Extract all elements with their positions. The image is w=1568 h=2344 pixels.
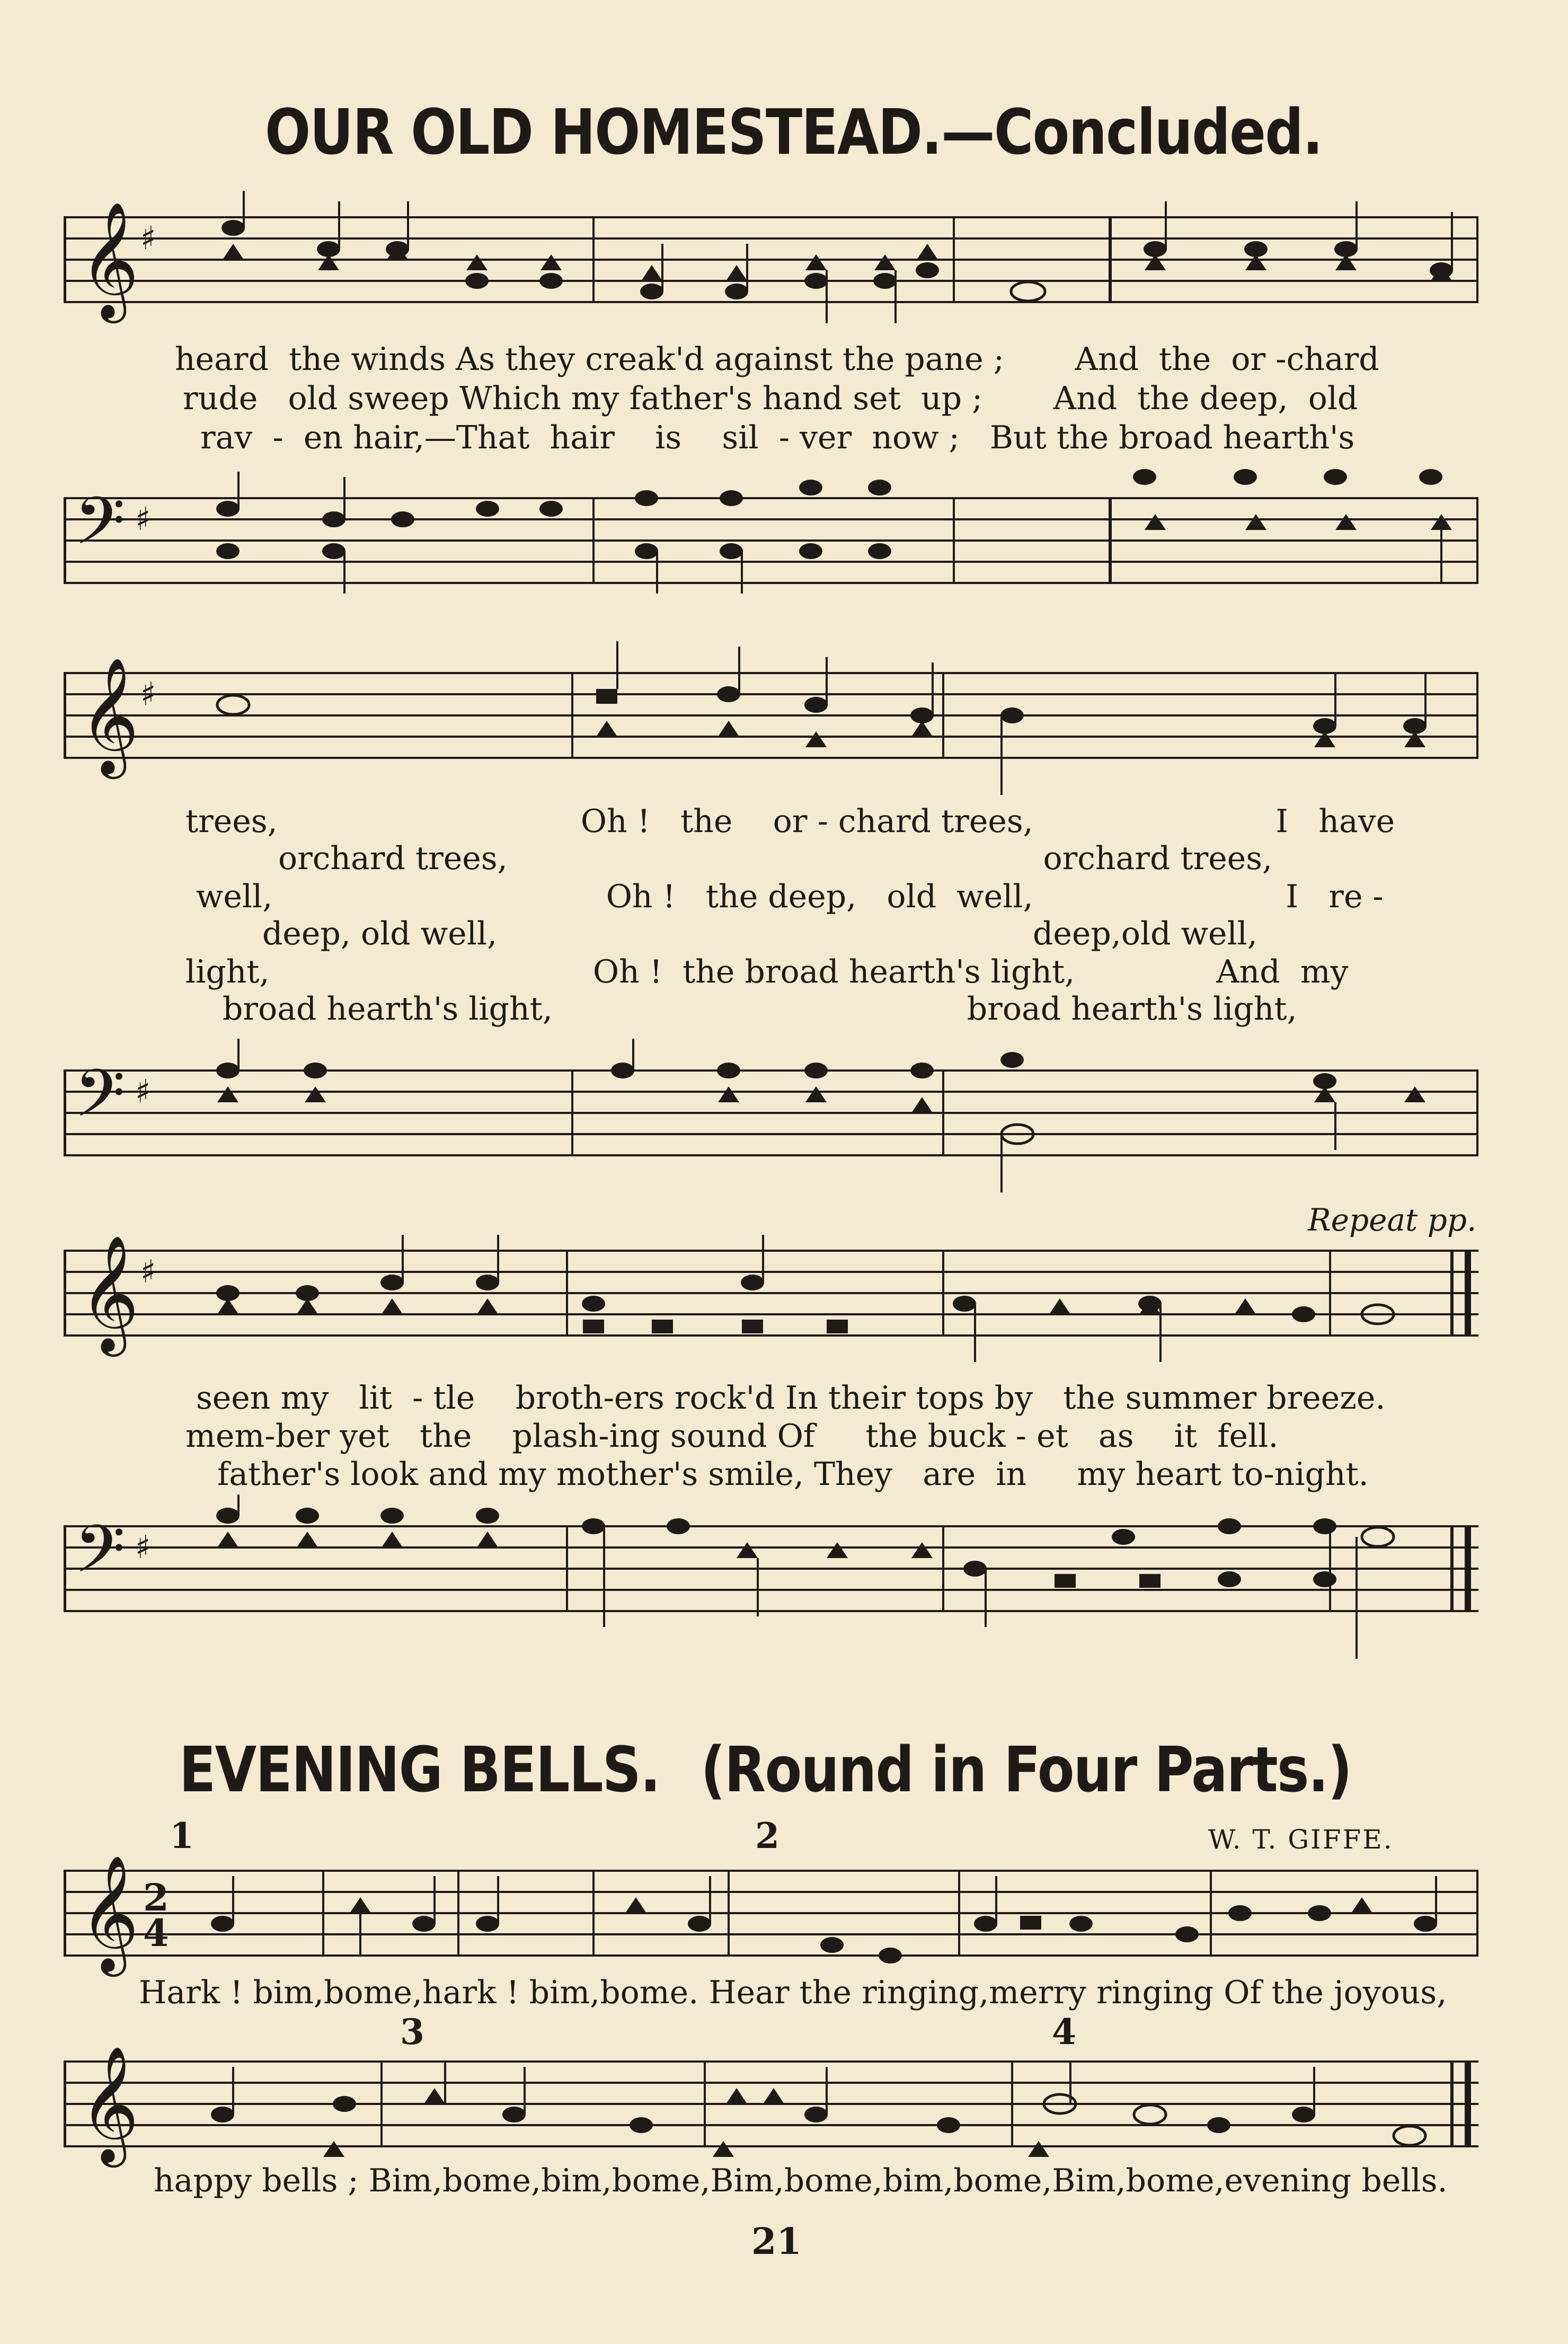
round-lyrics-line-2: happy bells ; Bim,bome,bim,bome,Bim,bome,bim,bome,Bim,bome,evening bells. xyxy=(154,2162,1448,2199)
song-title: OUR OLD HOMESTEAD.—Concluded. xyxy=(265,95,1322,169)
part-number-2: 2 xyxy=(755,1815,779,1856)
svg-text:𝄞: 𝄞 xyxy=(79,201,139,318)
page-number: 21 xyxy=(751,2221,802,2263)
svg-text:♯: ♯ xyxy=(140,676,156,713)
round-staff-line-2 xyxy=(64,2040,1478,2173)
lyrics-s2-line4: deep, old well, deep,old well, xyxy=(262,915,1257,952)
svg-text:2: 2 xyxy=(143,1876,169,1920)
svg-text:♯: ♯ xyxy=(135,1073,151,1110)
composer-credit: W. T. GIFFE. xyxy=(1208,1824,1394,1855)
part-number-3: 3 xyxy=(400,2011,424,2053)
svg-text:♯: ♯ xyxy=(140,1253,156,1290)
round-staff-line-1 xyxy=(64,1855,1478,1982)
lyrics-s2-line3: well, Oh ! the deep, old well, I re - xyxy=(196,878,1384,915)
lyrics-s2-line1: trees, Oh ! the or - chard trees, I have xyxy=(185,803,1395,840)
lyrics-s2-line2: orchard trees, orchard trees, xyxy=(278,840,1273,877)
staff-system-3-bass xyxy=(64,1494,1478,1664)
svg-text:𝄞: 𝄞 xyxy=(79,2045,139,2162)
svg-text:𝄞: 𝄞 xyxy=(79,657,139,774)
svg-text:♯: ♯ xyxy=(135,501,151,538)
svg-text:♯: ♯ xyxy=(135,1529,151,1566)
lyrics-s1-verse1: heard the winds As they creak'd against the pane ; And the or -chard xyxy=(175,341,1379,378)
svg-text:𝄢: 𝄢 xyxy=(74,1511,126,1604)
repeat-instruction: Repeat pp. xyxy=(1308,1202,1477,1238)
svg-text:𝄞: 𝄞 xyxy=(79,1234,139,1351)
staff-system-1-treble xyxy=(64,191,1478,329)
staff-system-3-treble xyxy=(64,1230,1478,1367)
part-number-4: 4 xyxy=(1052,2011,1076,2053)
round-lyrics-line-1: Hark ! bim,bome,hark ! bim,bome. Hear the ringing,merry ringing Of the joyous, xyxy=(139,1974,1447,2011)
round-title-main: EVENING BELLS. xyxy=(179,1733,660,1806)
staff-system-2-treble xyxy=(64,641,1478,800)
lyrics-s3-verse3: father's look and my mother's smile, They are in my heart to-night. xyxy=(217,1456,1369,1493)
staff-system-2-bass xyxy=(64,1039,1478,1198)
lyrics-s3-verse2: mem-ber yet the plash-ing sound Of the buck - et as it fell. xyxy=(185,1418,1279,1455)
lyrics-s3-verse1: seen my lit - tle broth-ers rock'd In their tops by the summer breeze. xyxy=(196,1379,1386,1417)
lyrics-s2-line5: light, Oh ! the broad hearth's light, And my xyxy=(185,953,1349,990)
staff-system-1-bass xyxy=(64,466,1478,604)
svg-text:♯: ♯ xyxy=(140,220,156,257)
lyrics-s2-line6: broad hearth's light, broad hearth's light, xyxy=(223,990,1297,1028)
lyrics-s1-verse3: rav - en hair,—That hair is sil - ver now ; But the broad hearth's xyxy=(200,419,1355,456)
round-subtitle: (Round in Four Parts.) xyxy=(701,1733,1352,1806)
lyrics-s1-verse2: rude old sweep Which my father's hand set up ; And the deep, old xyxy=(183,380,1358,417)
svg-text:𝄢: 𝄢 xyxy=(74,1056,126,1148)
part-number-1: 1 xyxy=(170,1815,194,1856)
svg-text:𝄢: 𝄢 xyxy=(74,483,126,576)
round-title xyxy=(179,1733,1351,1806)
svg-text:4: 4 xyxy=(143,1911,169,1955)
svg-text:𝄞: 𝄞 xyxy=(79,1855,139,1971)
